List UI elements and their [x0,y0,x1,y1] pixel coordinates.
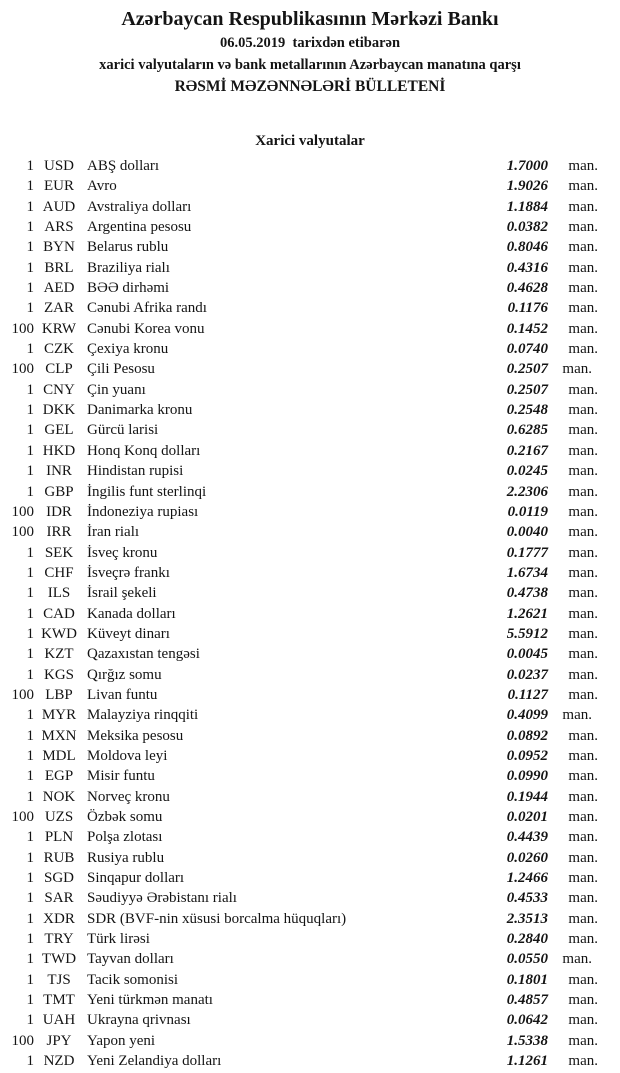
unit-label: man. [568,564,598,581]
currency-row [0,197,620,217]
exchange-rate-value: 0.4533 [506,890,548,907]
unit-label: man. [568,239,598,256]
quantity-value: 1 [26,239,34,256]
quantity-value: 1 [26,483,34,500]
exchange-rate-value: 2.3513 [506,910,548,927]
quantity-value: 1 [26,1053,34,1070]
currency-name: BƏƏ dirhəmi [87,280,170,297]
currency-code: CHF [44,564,74,581]
currency-code: KGS [43,666,74,683]
currency-name: Özbək somu [87,809,163,825]
unit-label: man. [568,381,598,398]
unit-label: man. [568,300,598,317]
quantity-value: 1 [26,1012,34,1029]
quantity-value: 1 [26,707,34,724]
currency-name: ABŞ dolları [87,158,160,174]
section-title-foreign-currencies: Xarici valyutalar [255,133,365,149]
currency-row [0,1010,620,1030]
exchange-rate-value: 0.1176 [507,300,548,317]
currency-code: CLP [45,361,73,378]
exchange-rate-value: 1.6734 [506,564,548,581]
currency-row [0,563,620,583]
currency-name: Rusiya rublu [87,849,165,866]
currency-name: Livan funtu [87,686,158,703]
quantity-value: 1 [26,666,34,683]
currency-row [0,766,620,786]
currency-code: ZAR [44,300,74,317]
currency-name: İngilis funt sterlinqi [87,483,207,500]
quantity-value: 1 [26,381,34,398]
currency-code: NOK [42,788,76,805]
currency-code: JPY [46,1032,72,1049]
currency-row [0,461,620,481]
quantity-value: 1 [26,625,34,642]
quantity-value: 100 [11,686,34,703]
currency-row [0,278,620,298]
currency-code: MDL [42,747,76,764]
currency-name: Avro [87,178,117,195]
currency-name: Türk lirəsi [87,931,150,948]
unit-label: man. [568,870,598,887]
exchange-rate-value: 1.9026 [506,178,548,195]
bulletin-title-line: RƏSMİ MƏZƏNNƏLƏRİ BÜLLETENİ [174,78,446,95]
exchange-rate-value: 0.0892 [506,727,548,744]
exchange-rate-value: 0.0040 [506,524,548,541]
currency-row [0,258,620,278]
currency-row [0,583,620,603]
quantity-value: 1 [26,829,34,846]
currency-code: BYN [43,239,75,256]
currency-name: Yeni türkmən manatı [87,992,213,1009]
quantity-value: 100 [11,503,34,520]
exchange-rate-value: 0.0550 [506,951,548,968]
quantity-value: 100 [11,524,34,541]
currency-name: Danimarka kronu [87,402,193,419]
quantity-value: 1 [26,198,34,215]
currency-row [0,827,620,847]
exchange-rate-value: 1.2466 [506,870,548,887]
exchange-rate-value: 0.0237 [506,666,548,683]
quantity-value: 1 [26,341,34,358]
currency-name: Çili Pesosu [87,361,155,378]
exchange-rate-value: 2.2306 [506,483,548,500]
quantity-value: 1 [26,768,34,785]
exchange-rate-value: 1.2621 [506,605,548,622]
currency-name: Yapon yeni [87,1032,156,1049]
unit-label: man. [568,788,598,805]
currency-name: Küveyt dinarı [87,625,170,642]
currency-row [0,298,620,318]
currency-code: EGP [44,768,74,785]
currency-code: KRW [41,320,77,337]
currency-name: Cənubi Afrika randı [87,300,207,317]
currency-code: HKD [42,442,76,459]
currency-code: UAH [42,1012,76,1029]
subtitle-line: xarici valyutaların və bank metallarının Azərbaycan manatına qarşı [99,57,521,73]
quantity-value: 1 [26,646,34,663]
unit-label: man. [568,259,598,276]
quantity-value: 1 [26,564,34,581]
currency-code: SAR [44,890,74,907]
currency-code: CAD [43,605,75,622]
quantity-value: 1 [26,402,34,419]
currency-row [0,746,620,766]
currency-row [0,176,620,196]
bulletin-header [0,0,620,98]
currency-table [0,156,620,1071]
currency-name: Ukrayna qrivnası [87,1012,191,1029]
currency-name: Hindistan rupisi [87,463,184,480]
currency-row [0,420,620,440]
exchange-rate-value: 0.4738 [506,585,548,602]
currency-row [0,339,620,359]
exchange-rate-value: 0.0201 [506,809,548,825]
currency-code: INR [46,463,72,480]
quantity-value: 1 [26,931,34,948]
currency-code: CNY [43,381,75,398]
currency-code: SEK [44,544,74,561]
currency-row [0,929,620,949]
currency-code: CZK [44,341,74,358]
currency-name: Gürcü larisi [87,422,159,439]
currency-name: Belarus rublu [87,239,169,256]
quantity-value: 1 [26,442,34,459]
currency-row [0,787,620,807]
unit-label: man. [562,361,592,378]
currency-name: Meksika pesosu [87,727,184,744]
currency-code: USD [43,158,74,174]
currency-name: Qazaxıstan tengəsi [87,646,200,663]
currency-name: Misir funtu [87,768,155,785]
currency-code: TRY [44,931,74,948]
currency-row [0,705,620,725]
unit-label: man. [568,503,598,520]
quantity-value: 1 [26,178,34,195]
currency-name: İran rialı [87,524,140,541]
quantity-value: 1 [26,788,34,805]
unit-label: man. [568,402,598,419]
exchange-rate-value: 0.0260 [506,849,548,866]
unit-label: man. [568,890,598,907]
currency-code: PLN [44,829,74,846]
quantity-value: 1 [26,280,34,297]
exchange-rate-value: 0.2548 [506,402,548,419]
exchange-rate-value: 0.4099 [506,707,548,724]
currency-row [0,217,620,237]
currency-code: GBP [44,483,74,500]
currency-code: NZD [43,1053,75,1070]
currency-code: MYR [41,707,77,724]
quantity-value: 1 [26,849,34,866]
unit-label: man. [568,727,598,744]
currency-name: Qırğız somu [87,666,162,683]
exchange-rate-value: 0.4316 [506,259,548,276]
bank-title: Azərbaycan Respublikasının Mərkəzi Bankı [121,8,499,30]
unit-label: man. [568,483,598,500]
currency-code: AUD [42,198,76,215]
unit-label: man. [568,686,598,703]
quantity-value: 1 [26,747,34,764]
currency-name: Honq Konq dolları [87,442,201,459]
currency-code: GEL [44,422,74,439]
quantity-value: 100 [11,361,34,378]
exchange-rate-value: 0.4439 [506,829,548,846]
quantity-value: 100 [11,320,34,337]
exchange-rate-value: 0.4857 [506,992,548,1009]
quantity-value: 1 [26,585,34,602]
currency-row [0,807,620,827]
unit-label: man. [568,320,598,337]
currency-row [0,319,620,339]
currency-code: EUR [44,178,74,195]
currency-row [0,482,620,502]
currency-code: TMT [43,992,75,1009]
currency-name: Avstraliya dolları [87,198,192,215]
currency-row [0,909,620,929]
unit-label: man. [568,524,598,541]
currency-code: UZS [44,809,74,825]
currency-name: Argentina pesosu [87,219,192,236]
quantity-value: 1 [26,870,34,887]
unit-label: man. [568,544,598,561]
currency-name: Polşa zlotası [87,829,163,846]
currency-row [0,543,620,563]
exchange-rate-value: 0.8046 [506,239,548,256]
currency-code: ARS [44,219,74,236]
currency-name: Cənubi Korea vonu [87,320,205,337]
currency-code: DKK [42,402,76,419]
quantity-value: 1 [26,544,34,561]
unit-label: man. [568,219,598,236]
currency-code: TJS [47,971,71,988]
unit-label: man. [568,341,598,358]
exchange-rate-value: 1.5338 [506,1032,548,1049]
exchange-rate-value: 0.1777 [506,544,548,561]
unit-label: man. [568,1032,598,1049]
unit-label: man. [568,1012,598,1029]
quantity-value: 1 [26,300,34,317]
currency-name: İndoneziya rupiası [87,503,199,520]
currency-row [0,1051,620,1071]
currency-row [0,441,620,461]
unit-label: man. [568,1053,598,1070]
currency-code: TWD [41,951,77,968]
currency-row [0,970,620,990]
currency-name: Braziliya rialı [87,259,170,276]
unit-label: man. [568,585,598,602]
currency-name: Kanada dolları [87,605,176,622]
unit-label: man. [568,971,598,988]
quantity-value: 1 [26,951,34,968]
quantity-value: 1 [26,219,34,236]
currency-row [0,685,620,705]
unit-label: man. [568,849,598,866]
unit-label: man. [562,951,592,968]
currency-code: MXN [41,727,77,744]
currency-code: BRL [44,259,74,276]
exchange-rate-value: 0.0245 [506,463,548,480]
unit-label: man. [568,422,598,439]
currency-row [0,726,620,746]
currency-row [0,400,620,420]
unit-label: man. [568,747,598,764]
currency-code: KZT [44,646,74,663]
exchange-rate-value: 5.5912 [506,625,548,642]
exchange-rate-value: 0.1452 [506,320,548,337]
exchange-rate-value: 0.2840 [506,931,548,948]
exchange-rate-value: 0.0642 [506,1012,548,1029]
currency-code: IDR [46,503,72,520]
currency-row [0,888,620,908]
unit-label: man. [568,768,598,785]
unit-label: man. [568,198,598,215]
currency-code: AED [43,280,75,297]
quantity-value: 100 [11,809,34,825]
exchange-rate-value: 0.1944 [506,788,548,805]
quantity-value: 1 [26,259,34,276]
unit-label: man. [568,625,598,642]
currency-row [0,156,620,176]
exchange-rate-value: 0.2507 [506,361,548,378]
currency-name: İsveç kronu [87,544,158,561]
exchange-rate-value: 0.4628 [506,280,548,297]
unit-label: man. [568,931,598,948]
exchange-rate-value: 0.1801 [506,971,548,988]
quantity-value: 1 [26,463,34,480]
currency-row [0,665,620,685]
currency-row [0,644,620,664]
currency-row [0,868,620,888]
currency-name: Tacik somonisi [87,971,179,988]
unit-label: man. [568,646,598,663]
exchange-rate-value: 0.2507 [506,381,548,398]
currency-code: RUB [43,849,75,866]
currency-name: İsveçrə frankı [87,564,170,581]
currency-row [0,848,620,868]
currency-name: Tayvan dolları [87,951,174,968]
quantity-value: 1 [26,158,34,174]
quantity-value: 1 [26,992,34,1009]
effective-date-line: 06.05.2019 tarixdən etibarən [219,35,401,51]
unit-label: man. [568,829,598,846]
currency-name: SDR (BVF-nin xüsusi borcalma hüquqları) [87,910,347,927]
currency-name: Çexiya kronu [87,341,169,358]
exchange-rate-value: 0.0740 [506,341,548,358]
exchange-rate-value: 0.0045 [506,646,548,663]
quantity-value: 1 [26,890,34,907]
exchange-rate-value: 0.6285 [506,422,548,439]
quantity-value: 1 [26,971,34,988]
quantity-value: 100 [11,1032,34,1049]
currency-name: Səudiyyə Ərəbistanı rialı [87,890,237,907]
currency-name: Sinqapur dolları [87,870,185,887]
unit-label: man. [568,666,598,683]
currency-row [0,502,620,522]
currency-code: LBP [45,686,73,703]
unit-label: man. [568,809,598,825]
exchange-rate-value: 0.0382 [506,219,548,236]
currency-name: Moldova leyi [87,747,168,764]
currency-code: SGD [43,870,74,887]
unit-label: man. [568,158,598,174]
currency-row [0,990,620,1010]
unit-label: man. [562,707,592,724]
currency-row [0,522,620,542]
unit-label: man. [568,442,598,459]
currency-name: İsrail şekeli [87,585,157,602]
unit-label: man. [568,992,598,1009]
currency-code: XDR [43,910,75,927]
currency-name: Çin yuanı [87,381,146,398]
unit-label: man. [568,280,598,297]
currency-name: Malayziya rinqqiti [87,707,199,724]
quantity-value: 1 [26,422,34,439]
exchange-rate-value: 1.1884 [506,198,548,215]
currency-row [0,237,620,257]
exchange-rate-value: 0.0990 [506,768,548,785]
currency-row [0,380,620,400]
exchange-rate-value: 0.0952 [506,747,548,764]
exchange-rate-value: 0.1127 [507,686,548,703]
exchange-rate-value: 0.2167 [506,442,548,459]
currency-name: Yeni Zelandiya dolları [87,1053,222,1070]
quantity-value: 1 [26,910,34,927]
currency-row [0,949,620,969]
currency-row [0,1031,620,1051]
quantity-value: 1 [26,727,34,744]
currency-code: KWD [41,625,77,642]
unit-label: man. [568,910,598,927]
currency-code: ILS [47,585,71,602]
unit-label: man. [568,178,598,195]
unit-label: man. [568,463,598,480]
exchange-rate-value: 1.7000 [506,158,548,174]
currency-code: IRR [46,524,72,541]
currency-row [0,624,620,644]
currency-name: Norveç kronu [87,788,170,805]
currency-row [0,604,620,624]
exchange-rate-value: 0.0119 [507,503,548,520]
exchange-rate-value: 1.1261 [506,1053,548,1070]
quantity-value: 1 [26,605,34,622]
currency-row [0,359,620,379]
unit-label: man. [568,605,598,622]
